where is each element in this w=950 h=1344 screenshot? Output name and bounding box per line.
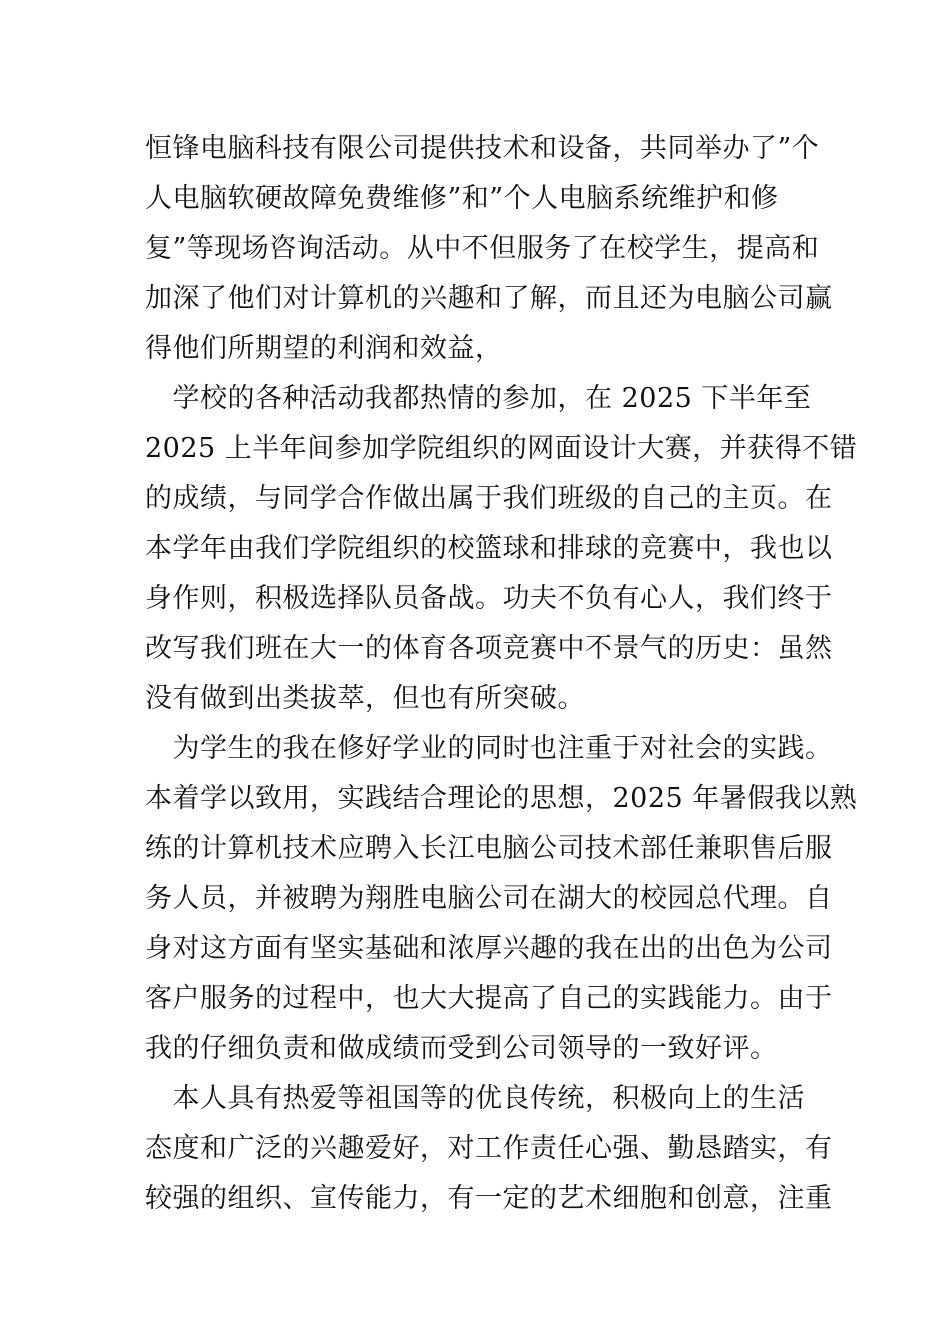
text-line: 练的计算机技术应聘入长江电脑公司技术部任兼职售后服 (145, 833, 833, 864)
text-line: 为学生的我在修好学业的同时也注重于对社会的实践。 (145, 733, 833, 764)
text-line: 态度和广泛的兴趣爱好，对工作责任心强、勤恳踏实，有 (145, 1133, 833, 1164)
paragraph-2 (145, 374, 858, 724)
text-line: 没有做到出类拔萃，但也有所突破。 (145, 683, 585, 714)
text-line: 本学年由我们学院组织的校篮球和排球的竞赛中，我也以 (145, 533, 833, 564)
text-line: 务人员，并被聘为翔胜电脑公司在湖大的校园总代理。自 (145, 883, 833, 914)
text-line: 较强的组织、宣传能力，有一定的艺术细胞和创意，注重 (145, 1183, 833, 1214)
document-body (145, 124, 858, 1224)
text-line: 得他们所期望的利润和效益， (145, 333, 503, 364)
text-line: 2025 上半年间参加学院组织的网面设计大赛，并获得不错 (145, 433, 858, 464)
text-line: 的成绩，与同学合作做出属于我们班级的自己的主页。在 (145, 483, 833, 514)
text-line: 我的仔细负责和做成绩而受到公司领导的一致好评。 (145, 1033, 778, 1064)
text-line: 学校的各种活动我都热情的参加，在 2025 下半年至 (145, 383, 812, 414)
text-line: 身作则，积极选择队员备战。功夫不负有心人，我们终于 (145, 583, 833, 614)
text-line: 本着学以致用，实践结合理论的思想，2025 年暑假我以熟 (145, 783, 858, 814)
text-line: 身对这方面有坚实基础和浓厚兴趣的我在出的出色为公司 (145, 933, 833, 964)
text-line: 复”等现场咨询活动。从中不但服务了在校学生，提高和 (145, 233, 820, 264)
paragraph-3 (145, 724, 858, 1074)
text-line: 客户服务的过程中，也大大提高了自己的实践能力。由于 (145, 983, 833, 1014)
paragraph-1 (145, 124, 833, 374)
text-line: 加深了他们对计算机的兴趣和了解，而且还为电脑公司赢 (145, 283, 833, 314)
text-line: 恒锋电脑科技有限公司提供技术和设备，共同举办了”个 (145, 133, 820, 164)
text-line: 本人具有热爱等祖国等的优良传统，积极向上的生活 (145, 1083, 805, 1114)
text-line: 改写我们班在大一的体育各项竞赛中不景气的历史：虽然 (145, 633, 833, 664)
text-line: 人电脑软硬故障免费维修”和”个人电脑系统维护和修 (145, 183, 779, 214)
paragraph-4 (145, 1074, 833, 1224)
